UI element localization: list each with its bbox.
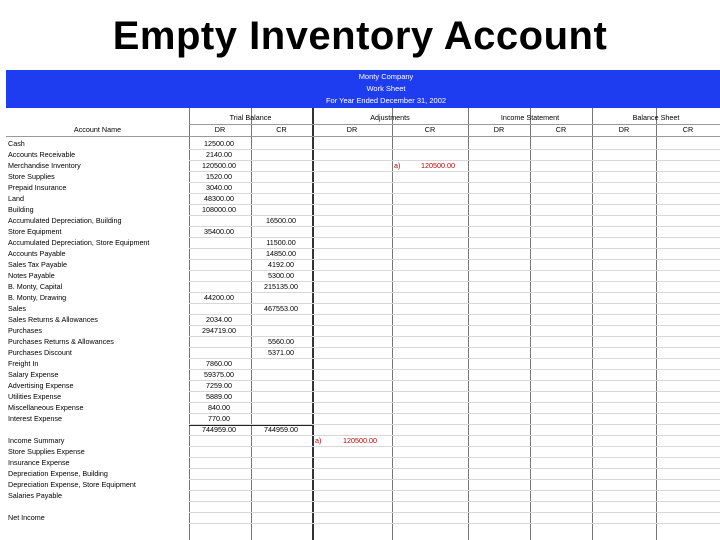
account-name: Net Income — [8, 513, 45, 522]
account-name: Cash — [8, 139, 25, 148]
row-rule — [189, 479, 720, 480]
adjustment-marker: a) — [315, 436, 322, 445]
column-divider — [312, 108, 314, 540]
account-name: Store Equipment — [8, 227, 62, 236]
trial-balance-dr: 744959.00 — [202, 425, 236, 434]
row-rule — [189, 402, 720, 403]
account-name: Sales Tax Payable — [8, 260, 68, 269]
account-name: Prepaid Insurance — [8, 183, 67, 192]
trial-balance-dr: 7860.00 — [206, 359, 232, 368]
column-group-header: Balance Sheet — [632, 113, 680, 122]
row-rule — [189, 193, 720, 194]
row-rule — [189, 226, 720, 227]
column-divider — [530, 108, 531, 540]
total-rule — [189, 425, 312, 426]
row-rule — [189, 501, 720, 502]
trial-balance-dr: 840.00 — [208, 403, 230, 412]
row-rule — [189, 171, 720, 172]
account-name: Store Supplies — [8, 172, 55, 181]
account-name: Accumulated Depreciation, Building — [8, 216, 122, 225]
row-rule — [189, 457, 720, 458]
worksheet — [6, 70, 720, 540]
adjustment-dr: 120500.00 — [343, 436, 377, 445]
column-divider — [392, 108, 393, 540]
row-rule — [189, 149, 720, 150]
row-rule — [189, 369, 720, 370]
account-name: Accounts Receivable — [8, 150, 76, 159]
row-rule — [189, 435, 720, 436]
row-rule — [189, 358, 720, 359]
trial-balance-dr: 294719.00 — [202, 326, 236, 335]
account-name: Merchandise Inventory — [8, 161, 81, 170]
trial-balance-dr: 5889.00 — [206, 392, 232, 401]
row-rule — [189, 413, 720, 414]
account-name: Depreciation Expense, Store Equipment — [8, 480, 136, 489]
adjustment-marker: a) — [394, 161, 401, 170]
column-group-header: Income Statement — [500, 113, 560, 122]
dr-header: DR — [346, 125, 358, 134]
account-name: Purchases Discount — [8, 348, 72, 357]
account-name: Purchases — [8, 326, 42, 335]
account-name: Store Supplies Expense — [8, 447, 85, 456]
account-name: B. Monty, Drawing — [8, 293, 67, 302]
account-name: Insurance Expense — [8, 458, 70, 467]
header-rule — [6, 136, 720, 137]
account-name: Sales — [8, 304, 26, 313]
account-name: Purchases Returns & Allowances — [8, 337, 114, 346]
row-rule — [189, 446, 720, 447]
row-rule — [189, 204, 720, 205]
account-name: Utilities Expense — [8, 392, 62, 401]
column-divider — [251, 108, 252, 540]
row-rule — [189, 468, 720, 469]
trial-balance-cr: 4192.00 — [268, 260, 294, 269]
trial-balance-cr: 16500.00 — [266, 216, 296, 225]
worksheet-banner — [6, 70, 720, 108]
trial-balance-dr: 2034.00 — [206, 315, 232, 324]
company-name: Monty Company — [358, 72, 414, 81]
trial-balance-dr: 3040.00 — [206, 183, 232, 192]
cr-header: CR — [276, 125, 287, 134]
account-name: Salary Expense — [8, 370, 59, 379]
row-rule — [189, 391, 720, 392]
row-rule — [189, 292, 720, 293]
row-rule — [189, 182, 720, 183]
account-name: Sales Returns & Allowances — [8, 315, 98, 324]
trial-balance-dr: 48300.00 — [204, 194, 234, 203]
row-rule — [189, 490, 720, 491]
slide-title: Empty Inventory Account — [112, 14, 608, 58]
column-group-header: Adjustments — [370, 113, 410, 122]
column-divider — [468, 108, 469, 540]
trial-balance-dr: 1520.00 — [206, 172, 232, 181]
trial-balance-dr: 59375.00 — [204, 370, 234, 379]
account-name: Interest Expense — [8, 414, 62, 423]
trial-balance-cr: 5560.00 — [268, 337, 294, 346]
account-name: Miscellaneous Expense — [8, 403, 84, 412]
row-rule — [189, 523, 720, 524]
trial-balance-dr: 2140.00 — [206, 150, 232, 159]
row-rule — [189, 325, 720, 326]
trial-balance-cr: 744959.00 — [264, 425, 298, 434]
account-name: Accumulated Depreciation, Store Equipment — [8, 238, 150, 247]
trial-balance-cr: 467553.00 — [264, 304, 298, 313]
dr-header: DR — [618, 125, 630, 134]
dr-header: DR — [214, 125, 226, 134]
trial-balance-cr: 5371.00 — [268, 348, 294, 357]
trial-balance-cr: 5300.00 — [268, 271, 294, 280]
cr-header: CR — [555, 125, 567, 134]
account-name: Depreciation Expense, Building — [8, 469, 108, 478]
sheet-name: Work Sheet — [366, 84, 406, 93]
trial-balance-dr: 12500.00 — [204, 139, 234, 148]
row-rule — [189, 314, 720, 315]
account-name: Income Summary — [8, 436, 65, 445]
trial-balance-dr: 7259.00 — [206, 381, 232, 390]
trial-balance-dr: 108000.00 — [202, 205, 236, 214]
account-name: Land — [8, 194, 24, 203]
trial-balance-dr: 44200.00 — [204, 293, 234, 302]
account-name: Notes Payable — [8, 271, 55, 280]
period-label: For Year Ended December 31, 2002 — [325, 96, 447, 105]
trial-balance-dr: 120500.00 — [202, 161, 236, 170]
trial-balance-cr: 11500.00 — [266, 238, 296, 247]
row-rule — [189, 512, 720, 513]
adjustment-cr: 120500.00 — [421, 161, 455, 170]
row-rule — [189, 380, 720, 381]
account-name-header: Account Name — [73, 125, 122, 134]
dr-header: DR — [493, 125, 505, 134]
cr-header: CR — [424, 125, 436, 134]
trial-balance-dr: 770.00 — [208, 414, 230, 423]
column-divider — [656, 108, 657, 540]
account-name: B. Monty, Capital — [8, 282, 63, 291]
account-name: Accounts Payable — [8, 249, 66, 258]
column-group-header: Trial Balance — [229, 113, 272, 122]
account-name: Salaries Payable — [8, 491, 62, 500]
account-name: Freight In — [8, 359, 39, 368]
cr-header: CR — [682, 125, 694, 134]
account-name: Advertising Expense — [8, 381, 74, 390]
trial-balance-cr: 14850.00 — [266, 249, 296, 258]
trial-balance-dr: 35400.00 — [204, 227, 234, 236]
account-name: Building — [8, 205, 34, 214]
trial-balance-cr: 215135.00 — [264, 282, 298, 291]
column-divider — [592, 108, 593, 540]
